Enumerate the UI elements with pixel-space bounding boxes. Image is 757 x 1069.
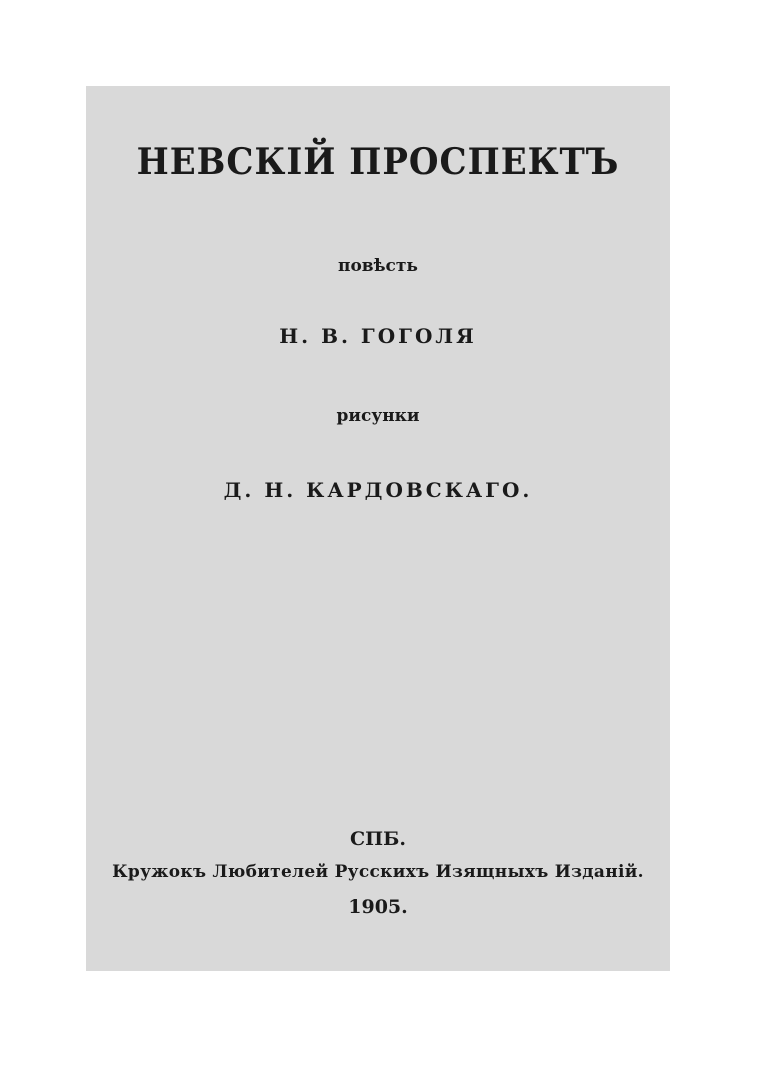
illustrator-name: Д. Н. КАРДОВСКАГО. [223,478,533,502]
publication-year: 1905. [348,896,408,918]
title-page [86,86,670,971]
genre-label: повѣсть [338,256,418,276]
book-title: НЕВСКІЙ ПРОСПЕКТЪ [136,140,620,184]
illustrations-label: рисунки [336,406,420,426]
publication-place: СПБ. [350,828,406,850]
publisher-name: Кружокъ Любителей Русскихъ Изящныхъ Изданій. [112,862,644,882]
author-name: Н. В. ГОГОЛЯ [279,324,477,348]
